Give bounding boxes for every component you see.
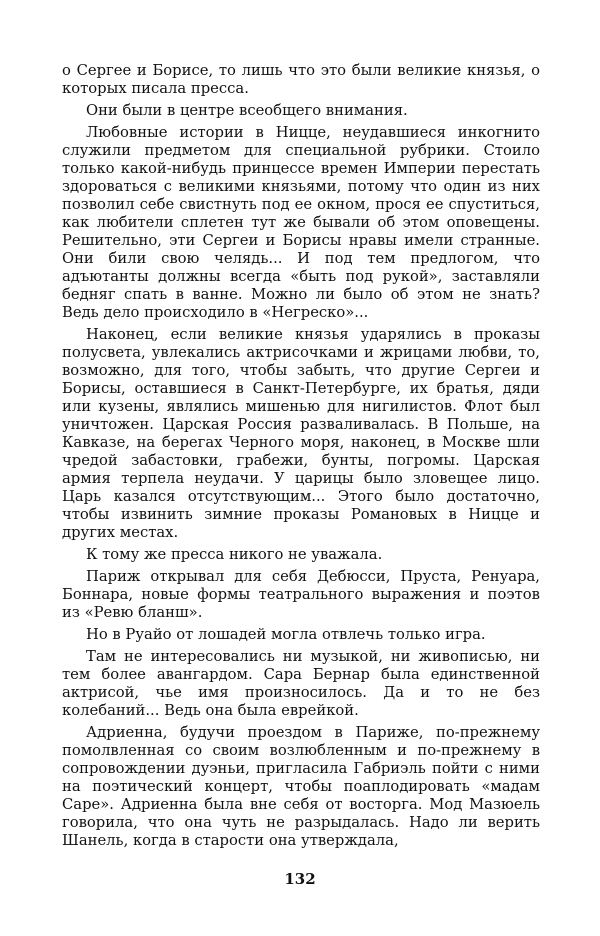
paragraph-3: Любовные истории в Ницце, неудавшиеся инкогнито служили предметом для специальной рубрики. Стоило только какой-нибудь принцессе времен Империи перестать здороваться с великими князьями, потому что один из них позволил себе свистнуть под ее окном, прося ее спуститься, как любители сплетен тут же бывали об этом оповещены. Решительно, эти Сергеи и Борисы нравы имели странные. Они били свою челядь... И под тем предлогом, что адъютанты должны всегда «быть под рукой», заставляли бедняг спать в ванне. Можно ли было об этом не знать? Ведь дело происходило в «Негреско»...: [62, 124, 540, 321]
paragraph-8: Там не интересовались ни музыкой, ни живописью, ни тем более авангардом. Сара Бернар была единственной актрисой, чье имя произносилось. Да и то не без колебаний... Ведь она была еврейкой.: [62, 648, 540, 719]
page-number: 132: [284, 870, 316, 888]
paragraph-1: о Сергее и Борисе, то лишь что это были великие князья, о которых писала пресса.: [62, 62, 540, 97]
paragraph-6: Париж открывал для себя Дебюсси, Пруста, Ренуара, Боннара, новые формы театрального выражения и поэтов из «Ревю бланш».: [62, 568, 540, 621]
paragraph-9: Адриенна, будучи проездом в Париже, по-прежнему помолвленная со своим возлюбленным и по-прежнему в сопровождении дуэньи, пригласила Габриэль пойти с ними на поэтический концерт, чтобы поаплодировать «мадам Саре». Адриенна была вне себя от восторга. Мод Мазюель говорила, что она чуть не разрыдалась. Надо ли верить Шанель, когда в старости она утверждала,: [62, 724, 540, 849]
paragraph-4: Наконец, если великие князья ударялись в проказы полусвета, увлекались актрисочками и жрицами любви, то, возможно, для того, чтобы забыть, что другие Сергеи и Борисы, оставшиеся в Санкт-Петербурге, их братья, дяди или кузены, являлись мишенью для нигилистов. Флот был уничтожен. Царская Россия разваливалась. В Польше, на Кавказе, на берегах Черного моря, наконец, в Москве шли чредой забастовки, грабежи, бунты, погромы. Царская армия терпела неудачи. У царицы было зловещее лицо. Царь казался отсутствующим... Этого было достаточно, чтобы извинить зимние проказы Романовых в Ницце и других местах.: [62, 326, 540, 541]
body-text: [62, 62, 540, 854]
paragraph-2: Они были в центре всеобщего внимания.: [86, 102, 408, 119]
paragraph-5: К тому же пресса никого не уважала.: [86, 546, 383, 563]
paragraph-7: Но в Руайо от лошадей могла отвлечь только игра.: [86, 626, 486, 643]
